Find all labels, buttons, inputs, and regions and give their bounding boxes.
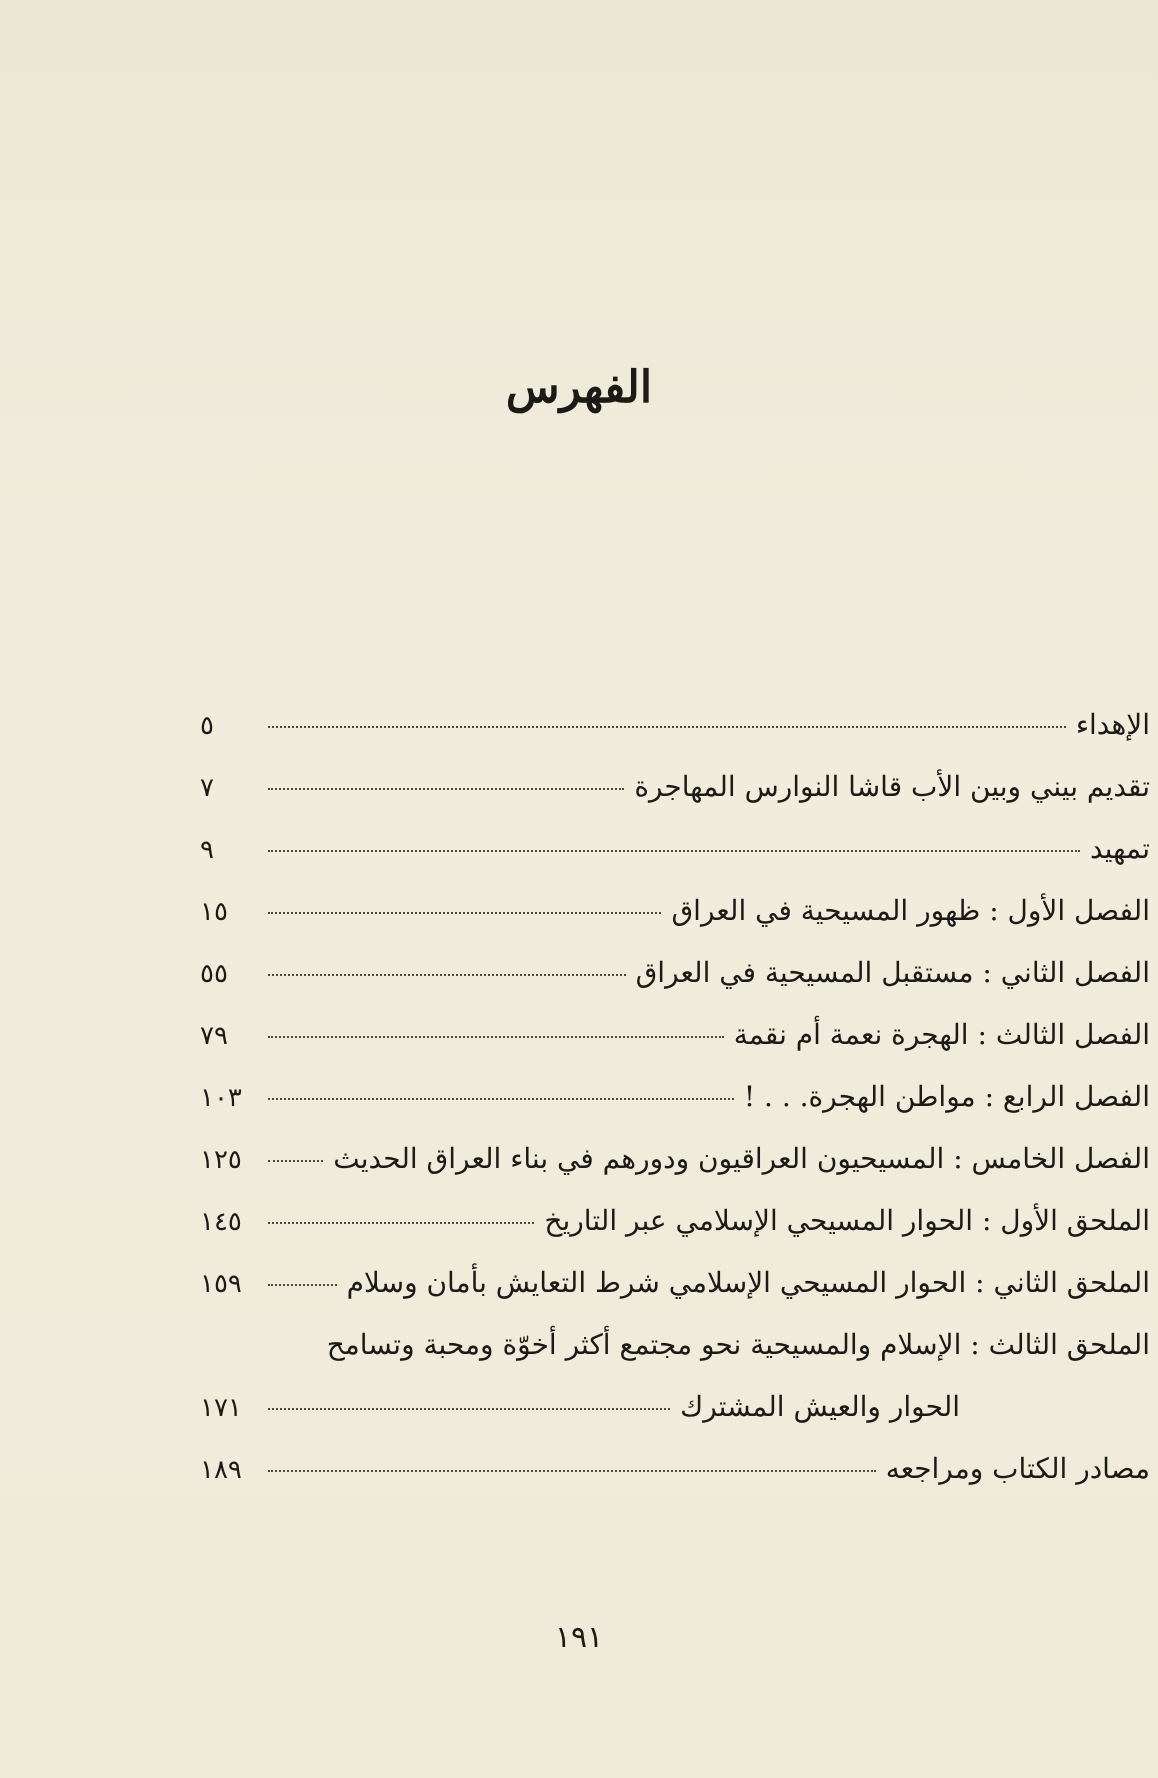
toc-entry-multiline [200,1314,1150,1438]
toc-entry-page: ١٨٩ [200,1455,242,1485]
toc-entry-page: ١٤٥ [200,1207,242,1237]
toc-entry-page: ١٧١ [200,1393,242,1423]
dot-leader [268,1036,724,1038]
toc-entry-page: ٧ [200,773,214,803]
toc-entry [200,942,1150,1004]
toc-entry-text: الملحق الثالث : الإسلام والمسيحية نحو مجتمع أكثر أخوّة ومحبة وتسامح [326,1328,1150,1361]
toc-entry-text: الملحق الثاني : الحوار المسيحي الإسلامي شرط التعايش بأمان وسلام [346,1266,1150,1299]
toc-entry-text: مصادر الكتاب ومراجعه [885,1452,1150,1485]
dot-leader [268,1098,734,1100]
dot-leader [268,1160,323,1162]
toc-entry-text: الفصل الأول : ظهور المسيحية في العراق [671,894,1150,927]
toc-entry [200,1004,1150,1066]
table-of-contents [200,694,1150,1500]
toc-entry-page: ١٢٥ [200,1145,242,1175]
toc-entry-text: تقديم بيني وبين الأب قاشا النوارس المهاجرة [634,770,1150,803]
dot-leader [268,726,1066,728]
page-title: الفهرس [505,362,653,413]
toc-entry-text: الفصل الثاني : مستقبل المسيحية في العراق [635,956,1150,989]
toc-entry-page: ٥٥ [200,959,228,989]
toc-entry-text: الفصل الرابع : مواطن الهجرة. . . ! [743,1080,1150,1113]
toc-entry [200,1066,1150,1128]
toc-entry-text: الفصل الخامس : المسيحيون العراقيون ودورهم في بناء العراق الحديث [333,1142,1150,1175]
toc-entry-page: ٩ [200,835,214,865]
toc-entry [200,818,1150,880]
toc-entry [200,1438,1150,1500]
dot-leader [268,850,1080,852]
toc-entry-page: ٧٩ [200,1021,228,1051]
toc-entry-page: ١٥٩ [200,1269,242,1299]
dot-leader [268,912,661,914]
toc-entry [200,694,1150,756]
toc-entry-page: ١٠٣ [200,1083,242,1113]
toc-entry-page: ٥ [200,711,214,741]
toc-entry [200,756,1150,818]
toc-entry-continuation [200,1376,1150,1438]
toc-entry [200,880,1150,942]
toc-entry-text: تمهيد [1089,832,1150,865]
toc-entry [200,1190,1150,1252]
toc-entry-page: ١٥ [200,897,228,927]
dot-leader [268,1284,337,1286]
toc-entry-text: الإهداء [1075,708,1150,741]
toc-entry-text: الملحق الأول : الحوار المسيحي الإسلامي عبر التاريخ [544,1204,1150,1237]
toc-entry-text: الفصل الثالث : الهجرة نعمة أم نقمة [733,1018,1150,1051]
page-number: ١٩١ [554,1620,604,1655]
dot-leader [268,974,626,976]
dot-leader [268,1222,534,1224]
toc-entry [200,1128,1150,1190]
toc-entry-text-continued: الحوار والعيش المشترك [680,1390,960,1423]
dot-leader [268,1470,876,1472]
toc-entry [200,1252,1150,1314]
dot-leader [268,1408,670,1410]
dot-leader [268,788,624,790]
